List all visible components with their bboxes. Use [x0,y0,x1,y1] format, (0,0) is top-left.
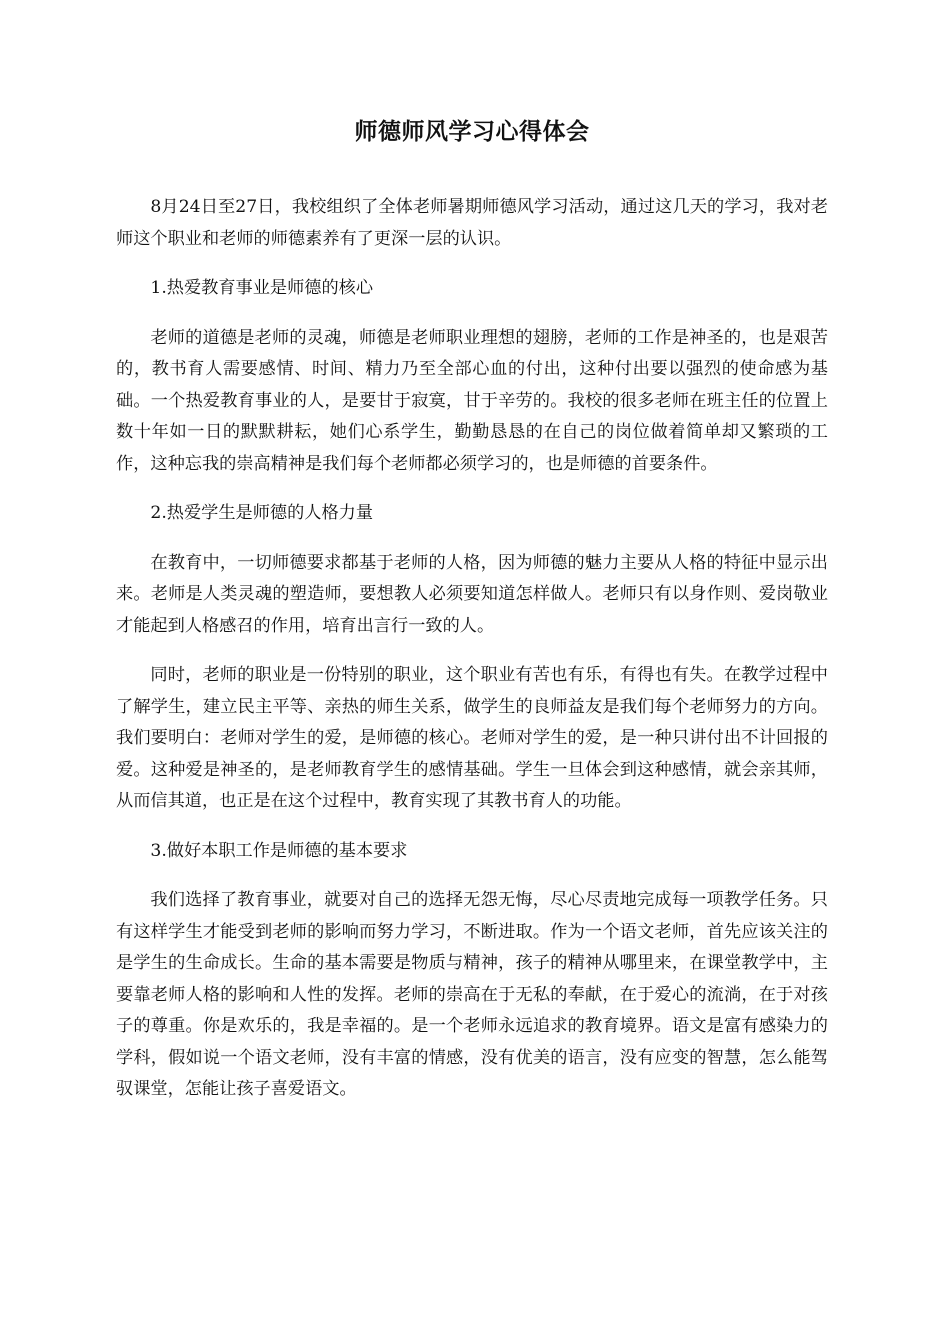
section-1-paragraph: 老师的道德是老师的灵魂，师德是老师职业理想的翅膀，老师的工作是神圣的，也是艰苦的，教书育人需要感情、时间、精力乃至全部心血的付出，这种付出要以强烈的使命感为基础。一个热爱教育事业的人，是要甘于寂寞，甘于辛劳的。我校的很多老师在班主任的位置上数十年如一日的默默耕耘，她们心系学生，勤勤恳恳的在自己的岗位做着简单却又繁琐的工作，这种忘我的崇高精神是我们每个老师都必须学习的，也是师德的首要条件。 [116,327,828,474]
intro-paragraph: 8月24日至27日，我校组织了全体老师暑期师德风学习活动，通过这几天的学习，我对老师这个职业和老师的师德素养有了更深一层的认识。 [116,197,828,249]
section-3-paragraph: 我们选择了教育事业，就要对自己的选择无怨无悔，尽心尽责地完成每一项教学任务。只有这样学生才能受到老师的影响而努力学习，不断进取。作为一个语文老师，首先应该关注的是学生的生命成长。生命的基本需要是物质与精神，孩子的精神从哪里来，在课堂教学中，主要靠老师人格的影响和人性的发挥。老师的崇高在于无私的奉献，在于爱心的流淌，在于对孩子的尊重。你是欢乐的，我是幸福的。是一个老师永远追求的教育境界。语文是富有感染力的学科，假如说一个语文老师，没有丰富的情感，没有优美的语言，没有应变的智慧，怎么能驾驭课堂，怎能让孩子喜爱语文。 [116,890,828,1099]
document-page [116,112,828,1124]
section-heading-3: 3.做好本职工作是师德的基本要求 [150,840,408,861]
section-heading-2: 2.热爱学生是师德的人格力量 [150,503,374,523]
section-2-paragraph-2: 同时，老师的职业是一份特别的职业，这个职业有苦也有乐，有得也有失。在教学过程中了解学生，建立民主平等、亲热的师生关系，做学生的良师益友是我们每个老师努力的方向。我们要明白：老师对学生的爱，是师德的核心。老师对学生的爱，是一种只讲付出不计回报的爱。这种爱是神圣的，是老师教育学生的感情基础。学生一旦体会到这种感情，就会亲其师，从而信其道，也正是在这个过程中，教育实现了其教书育人的功能。 [116,665,828,811]
section-heading-1: 1.热爱教育事业是师德的核心 [150,278,374,298]
document-title: 师德师风学习心得体会 [354,119,590,145]
section-2-paragraph-1: 在教育中，一切师德要求都基于老师的人格，因为师德的魅力主要从人格的特征中显示出来。老师是人类灵魂的塑造师，要想教人必须要知道怎样做人。老师只有以身作则、爱岗敬业才能起到人格感召的作用，培育出言行一致的人。 [116,552,828,636]
